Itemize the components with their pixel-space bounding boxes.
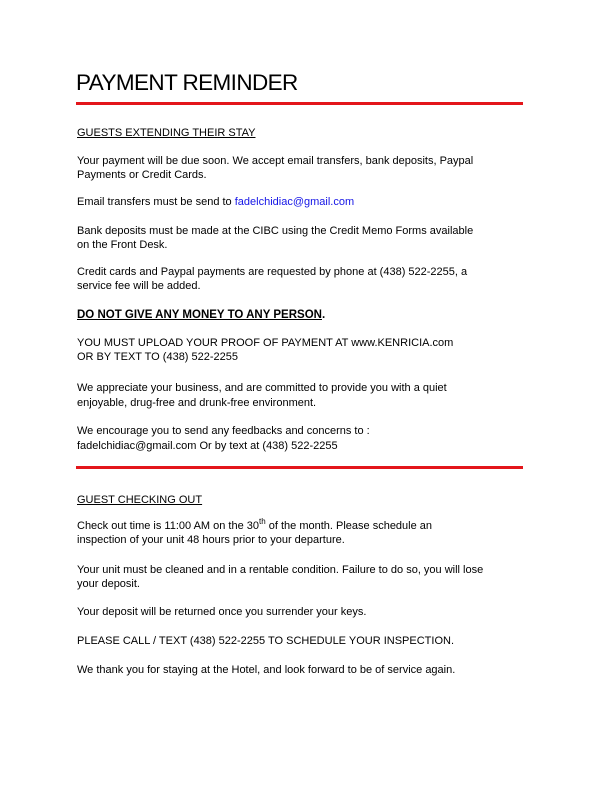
paragraph-line: Credit cards and Paypal payments are requested by phone at (438) 522-2255, a [77, 266, 468, 278]
section-divider [76, 466, 523, 469]
warning-notice [77, 308, 537, 322]
paragraph-upload-proof [77, 337, 537, 364]
paragraph-payment-due [77, 155, 537, 182]
paragraph-deposit-return: Your deposit will be returned once you surrender your keys. [77, 606, 367, 618]
paragraph-line [77, 517, 537, 534]
page-title: PAYMENT REMINDER [76, 70, 298, 95]
ordinal-superscript: th [259, 517, 266, 526]
title-divider [76, 102, 523, 105]
paragraph-credit-cards [77, 266, 537, 293]
paragraph-call-text: PLEASE CALL / TEXT (438) 522-2255 TO SCHEDULE YOUR INSPECTION. [77, 635, 455, 647]
paragraph-line: inspection of your unit 48 hours prior to your departure. [77, 533, 345, 546]
paragraph-line: We appreciate your business, and are committed to provide you with a quiet [77, 382, 447, 394]
paragraph-line: YOU MUST UPLOAD YOUR PROOF OF PAYMENT AT www.KENRICIA.com [77, 337, 454, 349]
paragraph-line: service fee will be added. [77, 279, 201, 292]
email-link[interactable]: fadelchidiac@gmail.com [234, 196, 355, 208]
paragraph-line: OR BY TEXT TO (438) 522-2255 [77, 350, 239, 363]
paragraph-checkout-time [77, 517, 537, 547]
paragraph-line: Your payment will be due soon. We accept email transfers, bank deposits, Paypal [77, 155, 474, 167]
paragraph-line: We encourage you to send any feedbacks and concerns to : [77, 425, 370, 437]
paragraph-appreciate [77, 381, 537, 411]
paragraph-bank-deposits [77, 225, 537, 252]
section-heading-checkout: GUEST CHECKING OUT [77, 494, 203, 506]
paragraph-feedback [77, 424, 537, 454]
email-transfer-text: Email transfers must be send to [77, 196, 235, 208]
paragraph-line: your deposit. [77, 577, 140, 590]
warning-text: DO NOT GIVE ANY MONEY TO ANY PERSON [77, 309, 322, 321]
checkout-text-suffix: of the month. Please schedule an [265, 520, 433, 532]
paragraph-line: Bank deposits must be made at the CIBC using the Credit Memo Forms available [77, 225, 474, 237]
checkout-text-prefix: Check out time is 11:00 AM on the 30 [77, 520, 260, 532]
paragraph-thanks: We thank you for staying at the Hotel, and look forward to be of service again. [77, 664, 456, 676]
paragraph-line: Your unit must be cleaned and in a rentable condition. Failure to do so, you will lose [77, 564, 484, 576]
paragraph-line: enjoyable, drug-free and drunk-free environment. [77, 397, 317, 409]
paragraph-line: fadelchidiac@gmail.com Or by text at (438) 522-2255 [77, 440, 338, 452]
paragraph-email-transfer [77, 196, 537, 210]
warning-period: . [321, 309, 326, 321]
paragraph-cleaning [77, 564, 537, 591]
paragraph-line: Payments or Credit Cards. [77, 168, 207, 181]
section-heading-extending: GUESTS EXTENDING THEIR STAY [77, 127, 256, 139]
paragraph-line: on the Front Desk. [77, 238, 168, 251]
